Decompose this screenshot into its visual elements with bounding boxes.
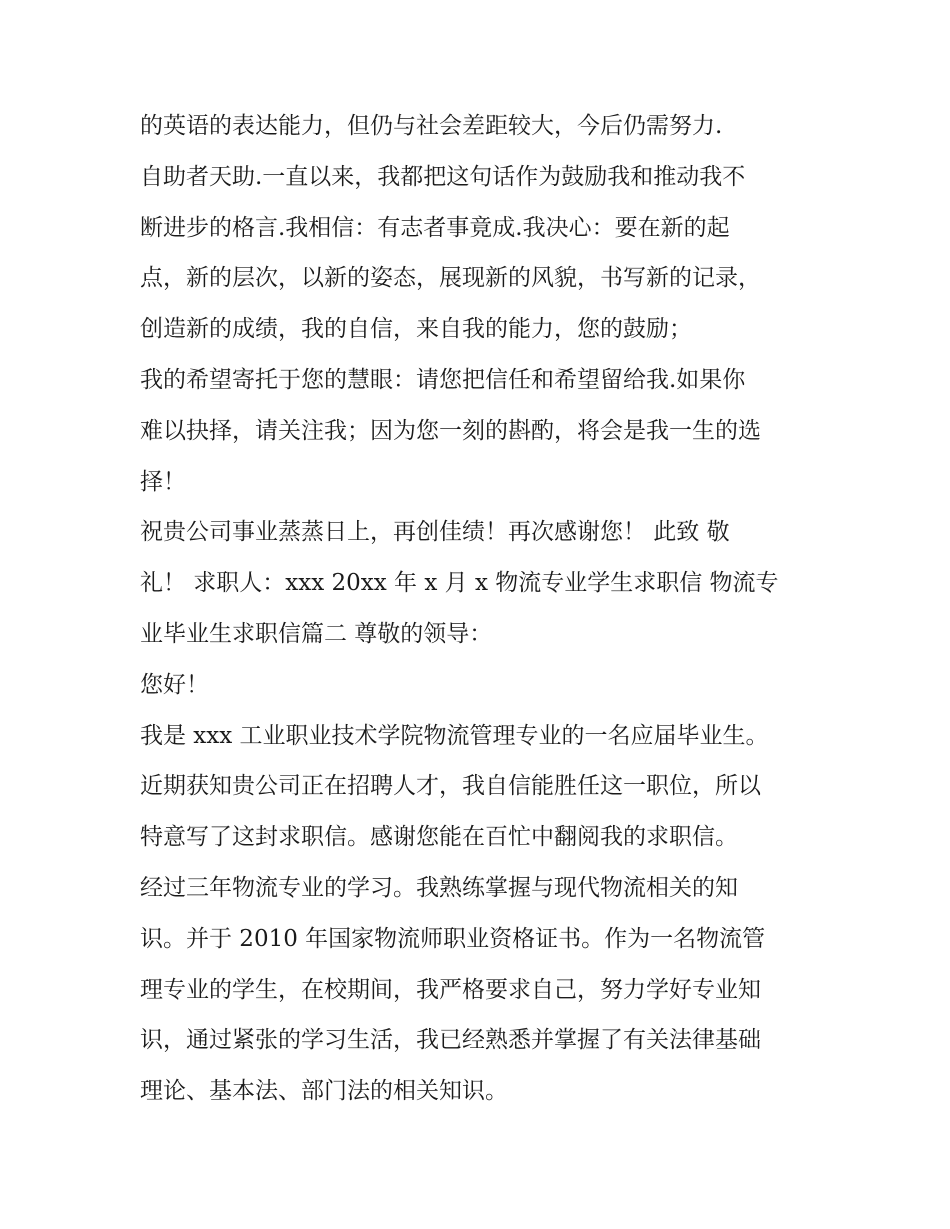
text-line: 业毕业生求职信篇二 尊敬的领导： (140, 620, 493, 647)
text-line: 断进步的格言.我相信：有志者事竟成.我决心：要在新的起 (140, 214, 730, 241)
text-line: 创造新的成绩，我的自信，来自我的能力，您的鼓励； (140, 316, 692, 343)
text-line: 您好！ (140, 671, 209, 698)
text-line: 择！ (140, 468, 186, 495)
text-line: 识。并于 2010 年国家物流师职业资格证书。作为一名物流管 (140, 925, 766, 952)
text-line: 理论、基本法、部门法的相关知识。 (140, 1078, 508, 1105)
text-line: 难以抉择，请关注我；因为您一刻的斟酌，将会是我一生的选 (140, 417, 761, 444)
text-line: 礼！ 求职人：xxx 20xx 年 x 月 x 物流专业学生求职信 物流专 (140, 570, 779, 597)
text-line: 近期获知贵公司正在招聘人才，我自信能胜任这一职位，所以 (140, 773, 761, 800)
text-line: 我的希望寄托于您的慧眼：请您把信任和希望留给我.如果你 (140, 366, 746, 393)
document-body (140, 107, 830, 1123)
text-line: 理专业的学生，在校期间，我严格要求自己，努力学好专业知 (140, 976, 761, 1003)
text-line: 我是 xxx 工业职业技术学院物流管理专业的一名应届毕业生。 (140, 722, 769, 749)
text-line: 祝贵公司事业蒸蒸日上，再创佳绩！再次感谢您！ 此致 敬 (140, 519, 730, 546)
text-line: 自助者天助.一直以来，我都把这句话作为鼓励我和推动我不 (140, 163, 746, 190)
text-line: 点，新的层次，以新的姿态，展现新的风貌，书写新的记录， (140, 265, 761, 292)
text-line: 识，通过紧张的学习生活，我已经熟悉并掌握了有关法律基础 (140, 1027, 761, 1054)
text-line: 经过三年物流专业的学习。我熟练掌握与现代物流相关的知 (140, 874, 738, 901)
text-line: 的英语的表达能力，但仍与社会差距较大，今后仍需努力. (140, 113, 723, 139)
text-line: 特意写了这封求职信。感谢您能在百忙中翻阅我的求职信。 (140, 824, 738, 851)
